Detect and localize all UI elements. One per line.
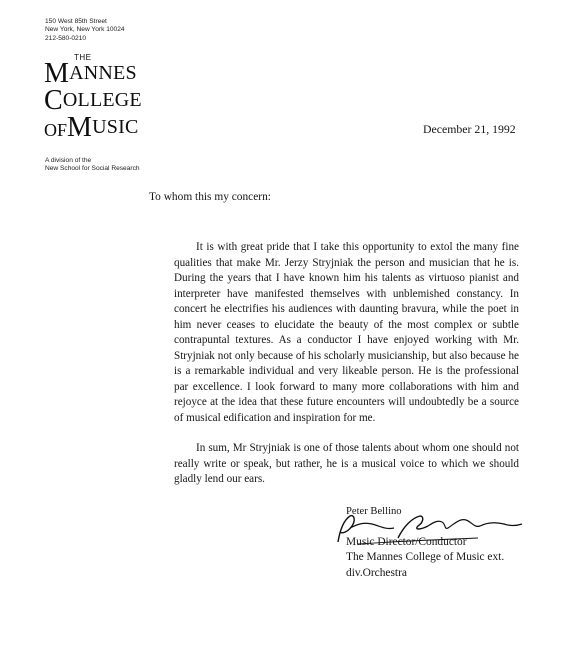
signature-block <box>346 504 504 581</box>
logo-m-initial: M <box>44 58 70 89</box>
mannes-logo <box>44 53 174 143</box>
signer-name: Peter Bellino <box>346 506 402 517</box>
address-phone: 212-580-0210 <box>45 34 87 42</box>
letterhead-division <box>45 157 140 174</box>
logo-the: THE <box>74 53 92 62</box>
signer-institution: The Mannes College of Music ext. <box>346 551 505 563</box>
body-paragraph-1: It is with great pride that I take this opportunity to extol the many fine qualities that make Mr. Jerzy Stryjniak the person and musician that he is. During the years that I have known him his talents as virtuoso pianist and interpreter have manifested themselves with unblemished constancy. In concert he electrifies his audiences with daunting bravura, while the poet in him never ceases to elucidate the beauty of the most complex or subtle contrapuntal textures. As a conductor I have enjoyed working with Mr. Stryjniak not only because of his scholarly musicianship, but also because he is a remarkable individual and very likeable person. He is the professional par excellence. I look forward to many more collaborations with him and rejoyce at the idea that these future encounters will undoubtedly be a source of musical edification and inspiration for me. <box>174 241 519 424</box>
letter-date: December 21, 1992 <box>423 122 516 136</box>
logo-usic: USIC <box>92 116 139 138</box>
division-line-2: New School for Social Research <box>45 165 140 173</box>
address-street: 150 West 85th Street <box>45 18 107 25</box>
logo-of: OF <box>44 120 68 140</box>
body-paragraph-2: In sum, Mr Stryjniak is one of those talents about whom one should not really write or speak, but rather, he is a musical voice to which we should gladly lend our ears. <box>174 442 519 485</box>
salutation: To whom this my concern: <box>149 191 271 203</box>
letterhead-address <box>45 18 125 43</box>
signer-title: Music Director/Conductor <box>346 535 467 548</box>
logo-ollege: OLLEGE <box>62 89 142 111</box>
signer-division: div.Orchestra <box>346 566 407 579</box>
logo-c-initial: C <box>44 85 63 116</box>
letter-body <box>174 240 519 503</box>
address-city: New York, New York 10024 <box>45 26 125 34</box>
division-line-1: A division of the <box>45 157 92 164</box>
logo-annes: ANNES <box>69 62 137 84</box>
logo-music-initial: M <box>67 112 93 143</box>
